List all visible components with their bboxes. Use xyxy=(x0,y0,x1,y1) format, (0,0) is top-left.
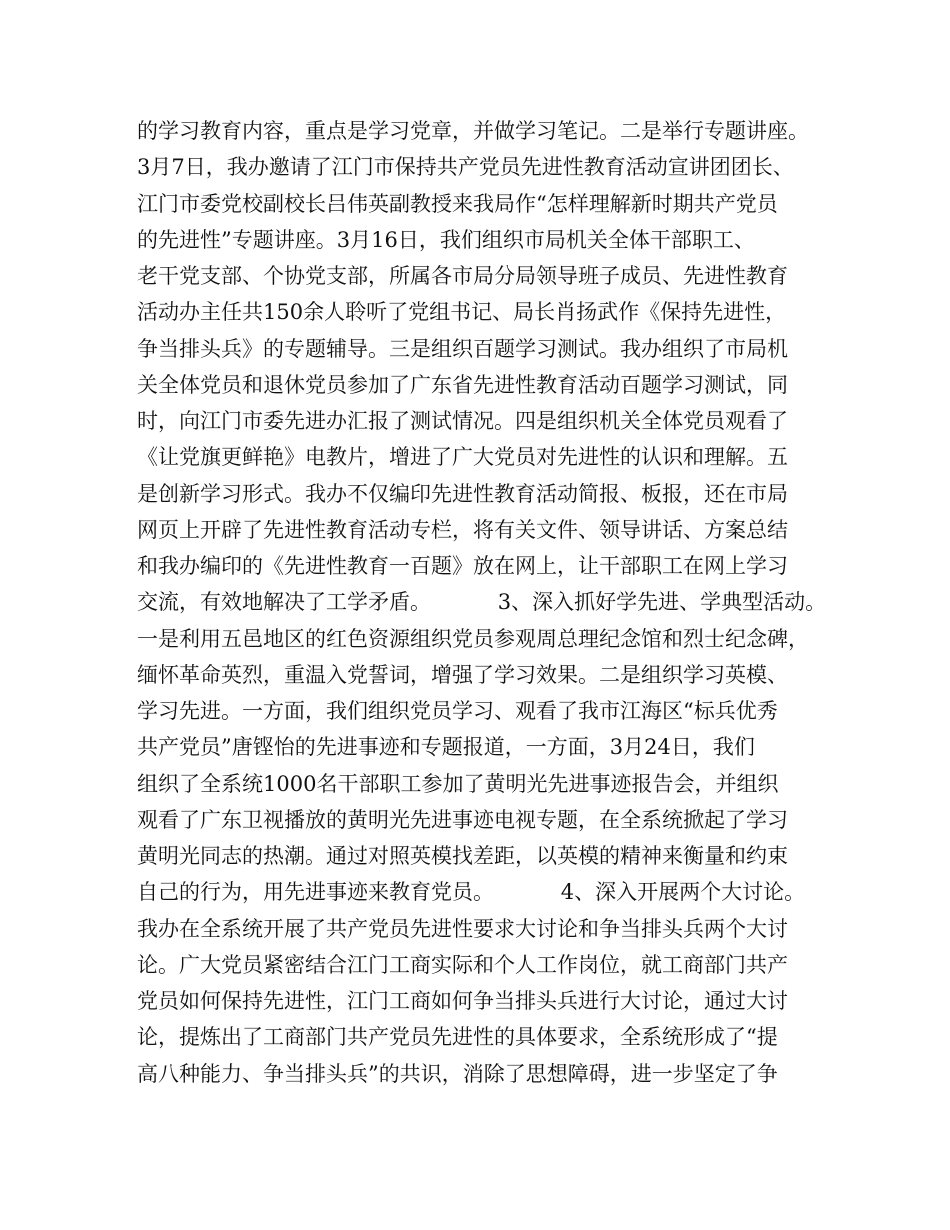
text-line-21: 黄明光同志的热潮。通过对照英模找差距，以英模的精神来衡量和约束 xyxy=(137,844,788,868)
text-line-24: 论。广大党员紧密结合江门工商实际和个人工作岗位，就工商部门共产 xyxy=(137,952,788,977)
text-line-7: 争当排头兵》的专题辅导。三是组织百题学习测试。我办组织了市局机 xyxy=(137,336,788,361)
text-line-3: 江门市委党校副校长吕伟英副教授来我局作“怎样理解新时期共产党员 xyxy=(137,191,778,216)
text-line-12: 网页上开辟了先进性教育活动专栏，将有关文件、领导讲话、方案总结 xyxy=(137,517,788,542)
text-line-14: 交流，有效地解决了工学矛盾。 3、深入抓好学先进、学典型活动。 xyxy=(137,590,827,615)
text-line-23: 我办在全系统开展了共产党员先进性要求大讨论和争当排头兵两个大讨 xyxy=(137,916,788,941)
text-line-5: 老干党支部、个协党支部，所属各市局分局领导班子成员、先进性教育 xyxy=(137,264,788,288)
text-line-17: 学习先进。一方面，我们组织党员学习、观看了我市江海区“标兵优秀 xyxy=(137,699,778,723)
text-line-18: 共产党员”唐铿怡的先进事迹和专题报道，一方面，3月24日，我们 xyxy=(137,735,755,760)
text-line-9: 时，向江门市委先进办汇报了测试情况。四是组织机关全体党员观看了 xyxy=(137,409,788,433)
text-line-13: 和我办编印的《先进性教育一百题》放在网上，让干部职工在网上学习 xyxy=(137,554,788,578)
text-line-15: 一是利用五邑地区的红色资源组织党员参观周总理纪念馆和烈士纪念碑， xyxy=(137,626,809,651)
text-line-2: 3月7日，我办邀请了江门市保持共产党员先进性教育活动宣讲团团长、 xyxy=(137,155,794,180)
text-line-8: 关全体党员和退休党员参加了广东省先进性教育活动百题学习测试，同 xyxy=(137,372,788,397)
text-line-1: 的学习教育内容，重点是学习党章，并做学习笔记。二是举行专题讲座。 xyxy=(137,119,809,143)
text-line-22: 自己的行为，用先进事迹来教育党员。 4、深入开展两个大讨论。 xyxy=(137,880,806,905)
text-line-20: 观看了广东卫视播放的黄明光先进事迹电视专题，在全系统掀起了学习 xyxy=(137,807,788,832)
text-line-19: 组织了全系统1000名干部职工参加了黄明光先进事迹报告会，并组织 xyxy=(137,771,779,796)
text-line-16: 缅怀革命英烈，重温入党誓词，增强了学习效果。二是组织学习英模、 xyxy=(137,662,788,687)
text-line-26: 论，提炼出了工商部门共产党员先进性的具体要求，全系统形成了“提 xyxy=(137,1025,778,1050)
text-line-11: 是创新学习形式。我办不仅编印先进性教育活动简报、板报，还在市局 xyxy=(137,481,788,506)
text-line-27: 高八种能力、争当排头兵”的共识，消除了思想障碍，进一步坚定了争 xyxy=(137,1061,778,1086)
text-line-6: 活动办主任共150余人聆听了党组书记、局长肖扬武作《保持先进性， xyxy=(137,300,787,325)
body-text xyxy=(137,113,827,1092)
text-line-10: 《让党旗更鲜艳》电教片，增进了广大党员对先进性的认识和理解。五 xyxy=(137,445,788,470)
text-line-25: 党员如何保持先进性，江门工商如何争当排头兵进行大讨论，通过大讨 xyxy=(137,989,788,1013)
text-line-4: 的先进性”专题讲座。3月16日，我们组织市局机关全体干部职工、 xyxy=(137,227,755,252)
